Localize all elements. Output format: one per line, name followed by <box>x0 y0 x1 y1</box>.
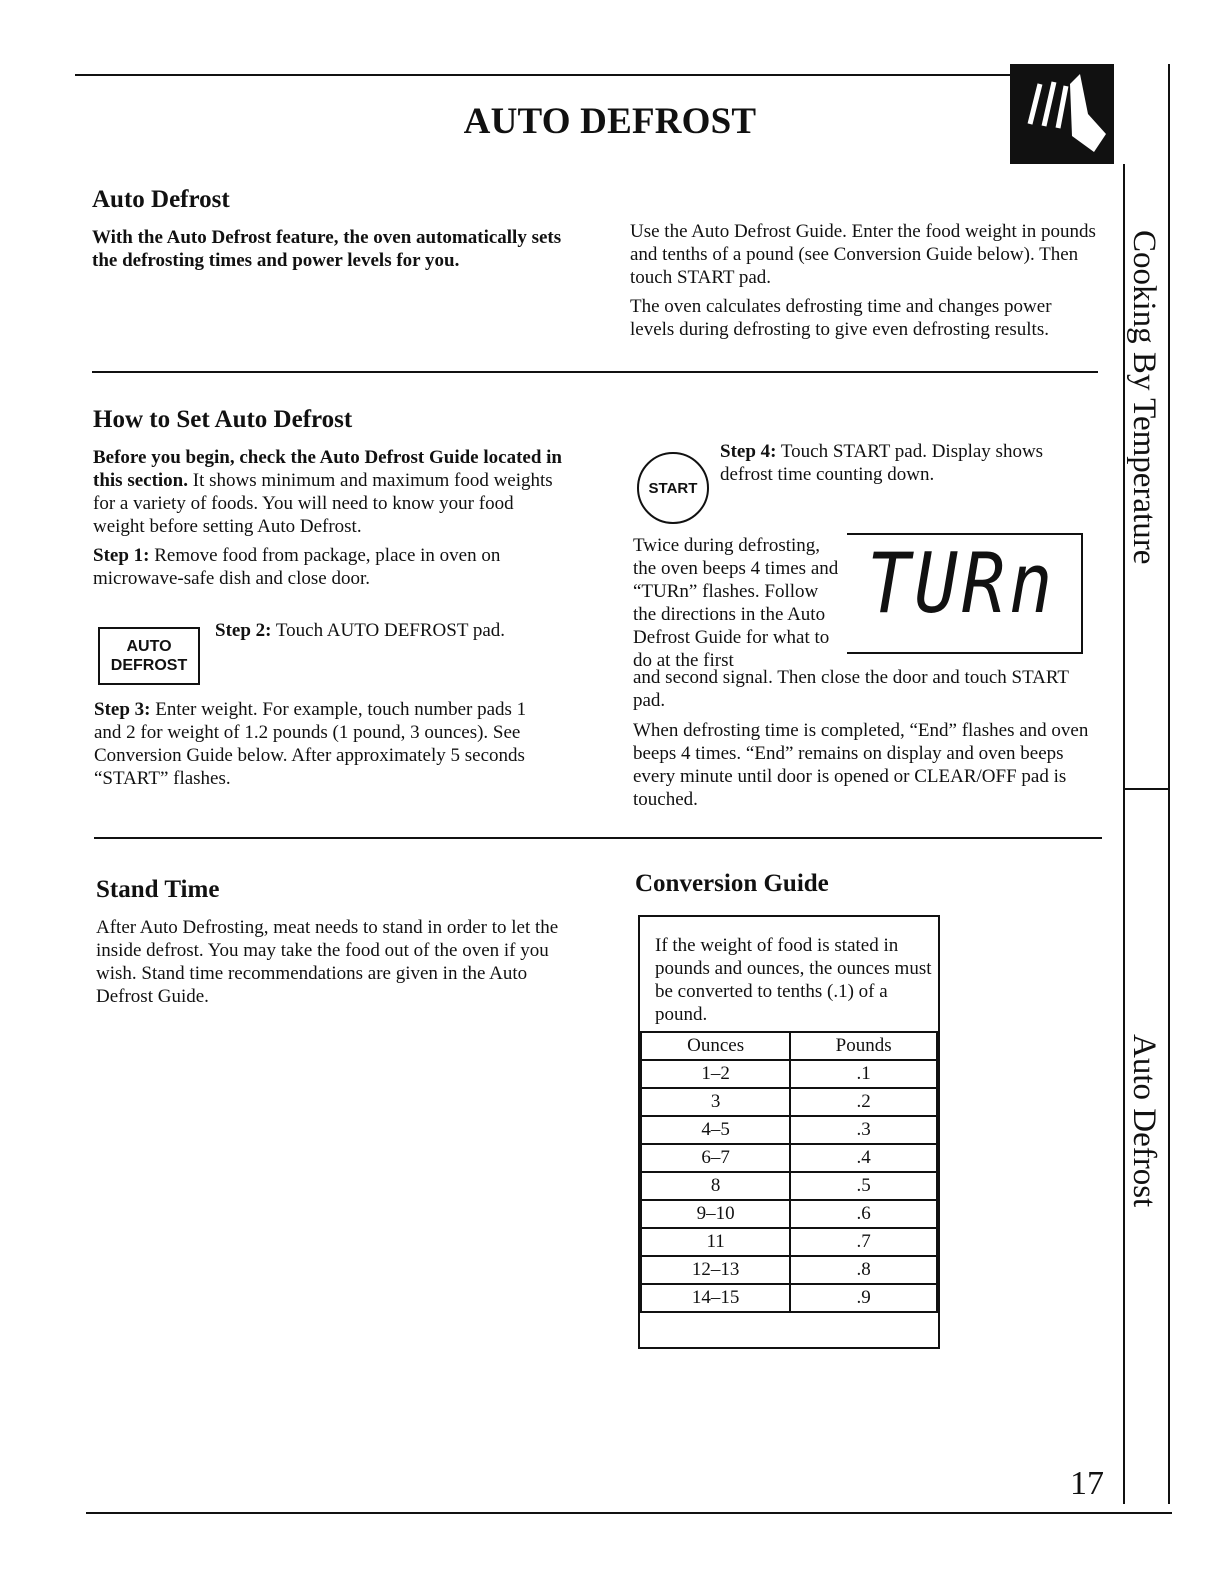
sidebar-tab-cooking-by-temperature: Cooking By Temperature <box>1126 230 1162 565</box>
step-2 <box>215 619 565 642</box>
step-3 <box>94 698 534 790</box>
intro-paragraph-1: Use the Auto Defrost Guide. Enter the food weight in pounds and tenths of a pound (see Conversion Guide below). Then touch START pad. <box>630 221 1096 288</box>
twice-text: Twice during defrosting, the oven beeps 4 times and “TURn” flashes. Follow the directions in the Auto Defrost Guide for what to do at the first <box>633 535 839 671</box>
how-to-heading: How to Set Auto Defrost <box>93 406 353 433</box>
how-to-intro <box>93 446 563 538</box>
intro-paragraph-2: The oven calculates defrosting time and changes power levels during defrosting to give even defrosting results. <box>630 296 1052 340</box>
step-1-label: Step 1: <box>93 545 150 566</box>
sidebar-tab-auto-defrost: Auto Defrost <box>1126 1034 1162 1208</box>
how-to-intro-rest: It shows minimum and maximum food weights for a variety of foods. You will need to know your food weight before setting Auto Defrost. <box>93 470 553 537</box>
intro-heading: Auto Defrost <box>92 186 230 213</box>
column-header-pounds: Pounds <box>790 1032 937 1060</box>
ounces-cell: 8 <box>641 1172 790 1200</box>
step-4-label: Step 4: <box>720 441 777 462</box>
sidebar-right-border <box>1168 64 1170 1504</box>
conversion-note: If the weight of food is stated in pounds and ounces, the ounces must be converted to tenths (.1) of a pound. <box>655 935 932 1025</box>
conversion-heading: Conversion Guide <box>635 870 829 897</box>
pounds-cell: .7 <box>790 1228 937 1256</box>
auto-pad-line-2: DEFROST <box>110 657 188 674</box>
pounds-cell: .1 <box>790 1060 937 1088</box>
stand-time-heading: Stand Time <box>96 876 220 903</box>
ounces-cell: 11 <box>641 1228 790 1256</box>
ounces-cell: 14–15 <box>641 1284 790 1312</box>
table-row <box>641 1116 937 1144</box>
end-text: When defrosting time is completed, “End” flashes and oven beeps 4 times. “End” remains on display and oven beeps every minute until door is opened or CLEAR/OFF pad is touched. <box>633 720 1089 810</box>
step-4-text: Touch START pad. Display shows defrost time counting down. <box>720 441 1044 485</box>
how-to-left <box>93 406 563 590</box>
ounces-cell: 6–7 <box>641 1144 790 1172</box>
pounds-cell: .2 <box>790 1088 937 1116</box>
hand-touch-icon <box>1010 64 1114 164</box>
pounds-cell: .8 <box>790 1256 937 1284</box>
intro-bold-text: With the Auto Defrost feature, the oven automatically sets the defrosting times and power levels for you. <box>92 227 562 271</box>
top-rule <box>75 74 1111 76</box>
table-row <box>641 1228 937 1256</box>
table-row <box>641 1256 937 1284</box>
step-1-text: Remove food from package, place in oven on microwave-safe dish and close door. <box>93 545 501 589</box>
step-2-text: Touch AUTO DEFROST pad. <box>271 620 506 641</box>
step-2-label: Step 2: <box>215 620 272 641</box>
section-rule-1 <box>92 371 1098 373</box>
table-row <box>641 1060 937 1088</box>
page-number: 17 <box>1070 1465 1104 1502</box>
step-4 <box>720 440 1100 486</box>
column-header-ounces: Ounces <box>641 1032 790 1060</box>
sidebar <box>1123 64 1170 1504</box>
intro-right <box>630 220 1100 341</box>
section-rule-2 <box>94 837 1102 839</box>
pounds-cell: .5 <box>790 1172 937 1200</box>
conversion-header-row <box>641 1032 937 1060</box>
ounces-cell: 12–13 <box>641 1256 790 1284</box>
table-row <box>641 1088 937 1116</box>
table-row <box>641 1284 937 1312</box>
ounces-cell: 9–10 <box>641 1200 790 1228</box>
step-3-label: Step 3: <box>94 699 151 720</box>
conversion-table <box>640 1031 938 1313</box>
ounces-cell: 4–5 <box>641 1116 790 1144</box>
pounds-cell: .3 <box>790 1116 937 1144</box>
sidebar-divider <box>1123 788 1170 790</box>
twice-text-continued: and second signal. Then close the door and touch START pad. <box>633 667 1069 711</box>
display-readout: TURn <box>867 534 1057 632</box>
ounces-cell: 3 <box>641 1088 790 1116</box>
pounds-cell: .6 <box>790 1200 937 1228</box>
ounces-cell: 1–2 <box>641 1060 790 1088</box>
bottom-rule <box>86 1512 1172 1514</box>
page-title: AUTO DEFROST <box>463 101 757 142</box>
stand-time-text: After Auto Defrosting, meat needs to stand in order to let the inside defrost. You may take the food out of the oven if you wish. Stand time recommendations are given in the Auto Defrost Guide. <box>96 917 559 1007</box>
pounds-cell: .9 <box>790 1284 937 1312</box>
start-pad: START <box>637 452 709 524</box>
pounds-cell: .4 <box>790 1144 937 1172</box>
auto-defrost-pad <box>98 627 200 685</box>
stand-time <box>96 876 566 1008</box>
how-to-intro-bold: Before you begin, check the Auto Defrost Guide located in this section. <box>93 447 562 491</box>
step-3-text: Enter weight. For example, touch number pads 1 and 2 for weight of 1.2 pounds (1 pound, 3 ounces). See Conversion Guide below. After approximately 5 seconds “START” flashes. <box>94 699 527 789</box>
table-row <box>641 1144 937 1172</box>
step-1 <box>93 544 563 590</box>
intro-left <box>92 186 562 272</box>
table-row <box>641 1200 937 1228</box>
table-row <box>641 1172 937 1200</box>
display-panel <box>847 533 1083 654</box>
auto-pad-line-1: AUTO <box>126 638 172 655</box>
